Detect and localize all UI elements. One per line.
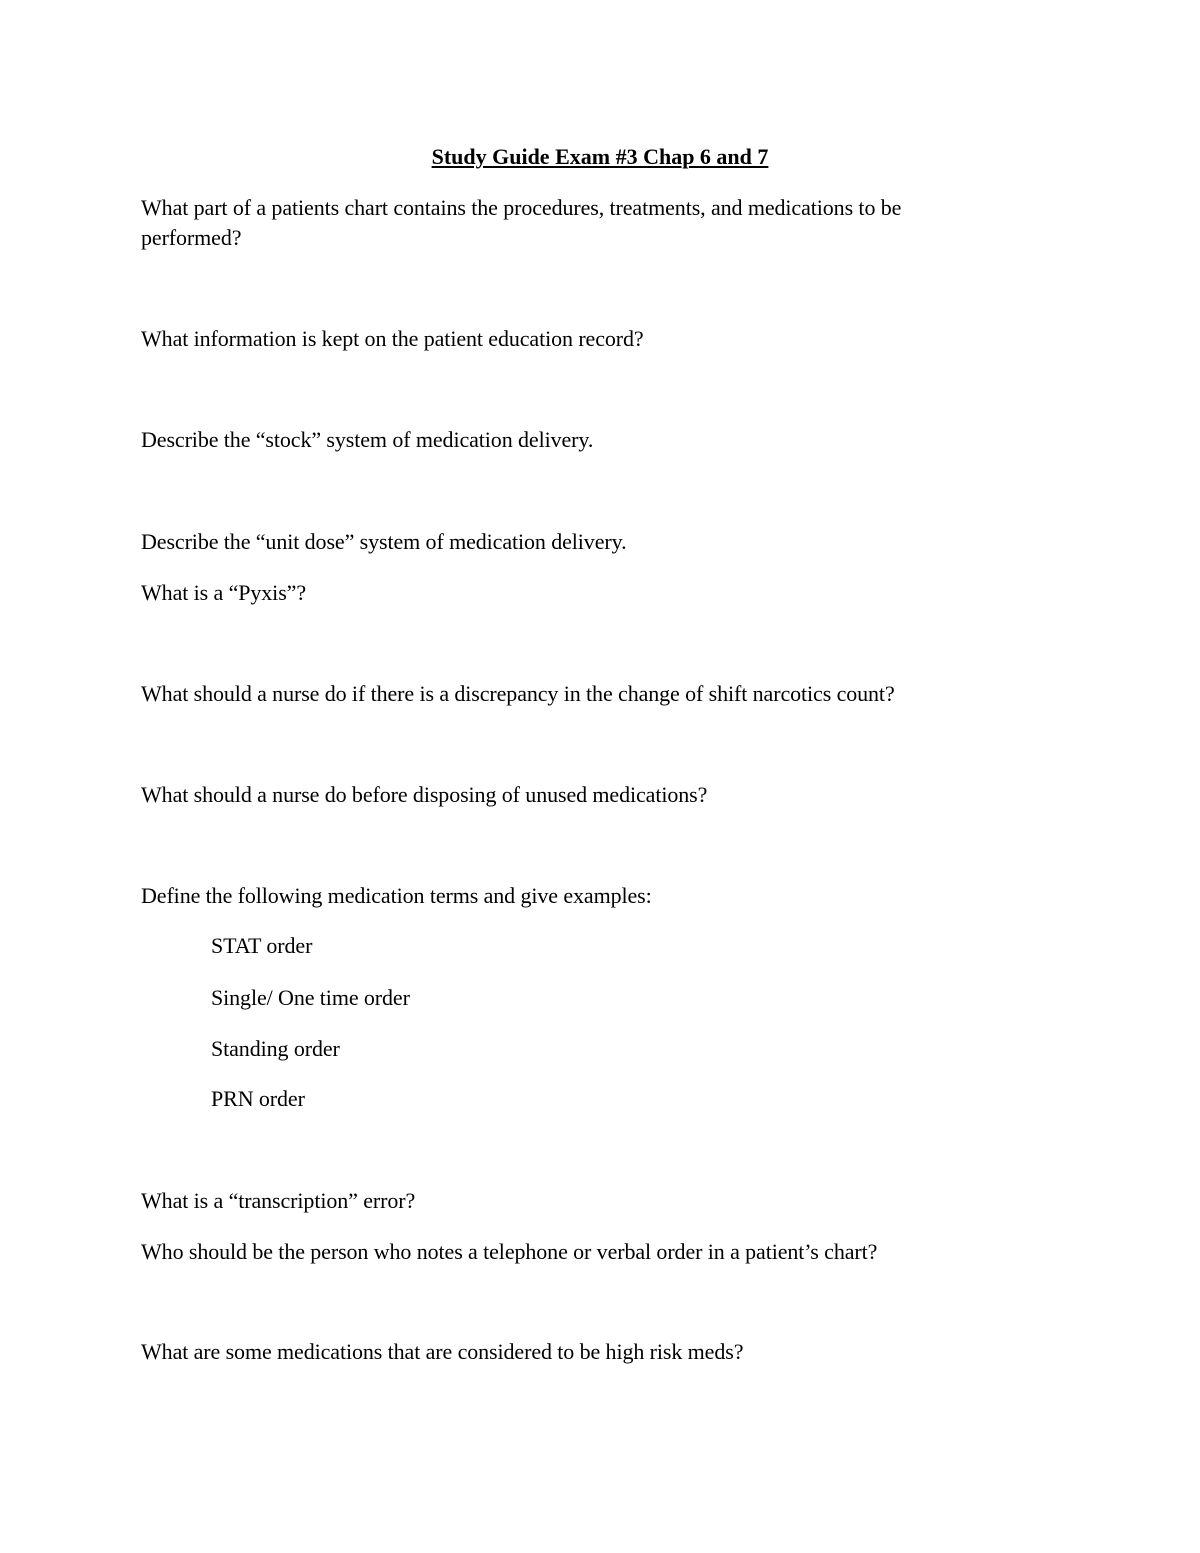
question-chart-part-line2: performed? bbox=[141, 225, 242, 250]
term-standing-order: Standing order bbox=[211, 1036, 340, 1061]
term-prn-order: PRN order bbox=[211, 1086, 305, 1111]
question-education-record: What information is kept on the patient education record? bbox=[141, 326, 644, 351]
question-chart-part-line1: What part of a patients chart contains the procedures, treatments, and medications to be bbox=[141, 195, 902, 220]
question-unit-dose-system: Describe the “unit dose” system of medication delivery. bbox=[141, 529, 627, 554]
document-title: Study Guide Exam #3 Chap 6 and 7 bbox=[431, 144, 769, 169]
question-transcription-error: What is a “transcription” error? bbox=[141, 1188, 416, 1213]
question-define-terms: Define the following medication terms and give examples: bbox=[141, 883, 652, 908]
question-verbal-order: Who should be the person who notes a telephone or verbal order in a patient’s chart? bbox=[141, 1239, 878, 1264]
question-stock-system: Describe the “stock” system of medication delivery. bbox=[141, 427, 594, 452]
question-high-risk-meds: What are some medications that are considered to be high risk meds? bbox=[141, 1339, 744, 1364]
question-narcotics-discrepancy: What should a nurse do if there is a discrepancy in the change of shift narcotics count? bbox=[141, 681, 895, 706]
term-stat-order: STAT order bbox=[211, 933, 313, 958]
question-disposing-medications: What should a nurse do before disposing of unused medications? bbox=[141, 782, 708, 807]
question-pyxis: What is a “Pyxis”? bbox=[141, 580, 306, 605]
term-single-order: Single/ One time order bbox=[211, 985, 410, 1010]
